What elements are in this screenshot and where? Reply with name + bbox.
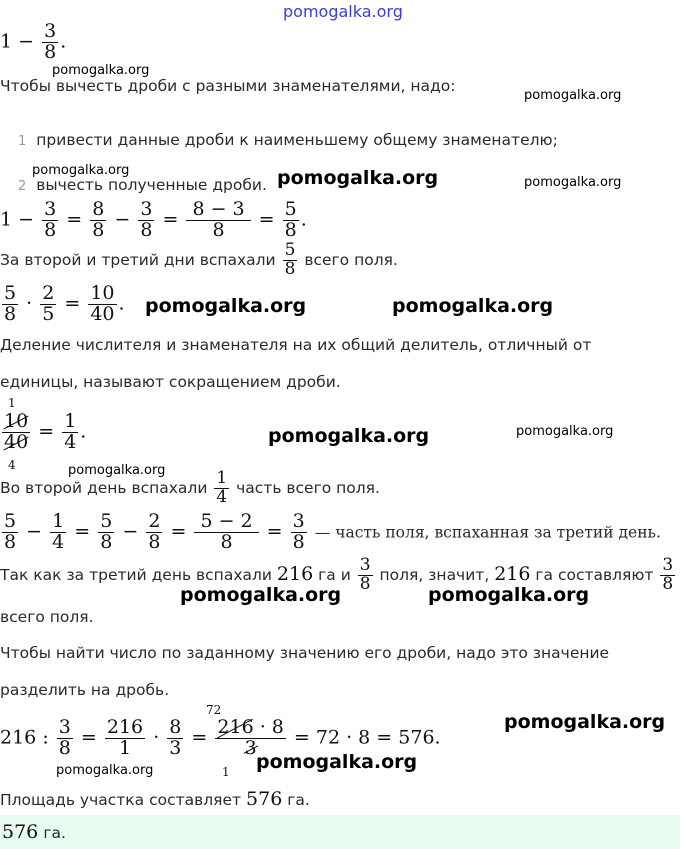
watermark-top: pomogalka.org [283, 2, 403, 21]
watermark-bold: pomogalka.org [268, 425, 430, 447]
answer-unit: га. [43, 824, 66, 842]
watermark: pomogalka.org [56, 763, 154, 778]
watermark-bold: pomogalka.org [504, 711, 666, 733]
text-second-day: Во второй день вспахали $\frac{1}{4}$ часть всего поля. [0, 468, 380, 507]
watermark: pomogalka.org [524, 88, 622, 103]
rule2-line-1: Чтобы найти число по заданному значению его дроби, надо это значение [0, 644, 610, 662]
text-second-third-days: За второй и третий дни вспахали $\frac{5}{8}$ всего поля. [0, 240, 398, 279]
watermark-bold: pomogalka.org [277, 167, 439, 189]
watermark-bold: pomogalka.org [145, 295, 307, 317]
text-whole-field: всего поля. [0, 608, 94, 626]
fraction: $\frac{3}{8}$ [44, 20, 57, 63]
reduction-bottom-mark: 4 [8, 458, 16, 472]
number: 1 [0, 30, 13, 53]
rule-step-1 [18, 131, 558, 149]
watermark-bold: pomogalka.org [428, 584, 590, 606]
definition-line-1: Деление числителя и знаменателя на их общий делитель, отличный от [0, 336, 592, 354]
calculation-division: 216 : $\frac{3}{8}$ = $\frac{216}{1}$ · $\frac{8}{3}$ = $\frac{216 \cdot 8}{3}$ = 72 · 8 = 576. [0, 716, 441, 759]
calculation-multiplication: $\frac{5}{8}$ · $\frac{2}{5}$ = $\frac{10}{40}$ . [4, 282, 125, 325]
expression-one-minus-three-eighths: 1 − $\frac{3}{8}$ . [0, 20, 67, 63]
rule-intro-text: Чтобы вычесть дроби с разными знаменателями, надо: [0, 77, 456, 95]
text-third-day-area: Так как за третий день вспахали 216 га и $\frac{3}{8}$ поля, значит, 216 га составляют $\frac{3}{8}$ [0, 555, 674, 594]
watermark: pomogalka.org [32, 163, 130, 178]
list-item-text: вычесть полученные дроби. [36, 176, 267, 194]
watermark-bold: pomogalka.org [256, 751, 418, 773]
rule2-line-2: разделить на дробь. [0, 681, 170, 699]
watermark: pomogalka.org [52, 63, 150, 78]
watermark: pomogalka.org [68, 463, 166, 478]
list-item-text: привести данные дроби к наименьшему общему знаменателю; [36, 131, 558, 149]
calculation-third-day: $\frac{5}{8}$ − $\frac{1}{4}$ = $\frac{5}{8}$ − $\frac{2}{8}$ = $\frac{5 - 2}{8}$ = $\frac{3}{8}$ — часть поля, вспаханная за третий день. [4, 510, 661, 553]
list-number: 1 [18, 134, 27, 149]
answer-value: 576 [2, 821, 39, 843]
reduction-top-mark: 1 [8, 396, 16, 410]
watermark-bold: pomogalka.org [180, 584, 342, 606]
rule-step-2 [18, 176, 267, 194]
result-text: Площадь участка составляет 576 га. [0, 788, 310, 810]
list-number: 2 [18, 179, 27, 194]
definition-line-2: единицы, называют сокращением дроби. [0, 373, 341, 391]
minus-sign: − [18, 30, 35, 53]
calculation-reduction: $\frac{10}{40}$ = $\frac{1}{4}$ . [4, 410, 87, 453]
watermark: pomogalka.org [516, 424, 614, 439]
calculation-subtraction: 1 − $\frac{3}{8}$ = $\frac{8}{8}$ − $\frac{3}{8}$ = $\frac{8 - 3}{8}$ = $\frac{5}{8}$ . [0, 198, 307, 241]
cancel-bottom-mark: 1 [222, 765, 230, 779]
watermark-bold: pomogalka.org [392, 295, 554, 317]
answer-box [0, 815, 680, 849]
watermark: pomogalka.org [524, 175, 622, 190]
cancel-top-mark: 72 [206, 703, 222, 717]
